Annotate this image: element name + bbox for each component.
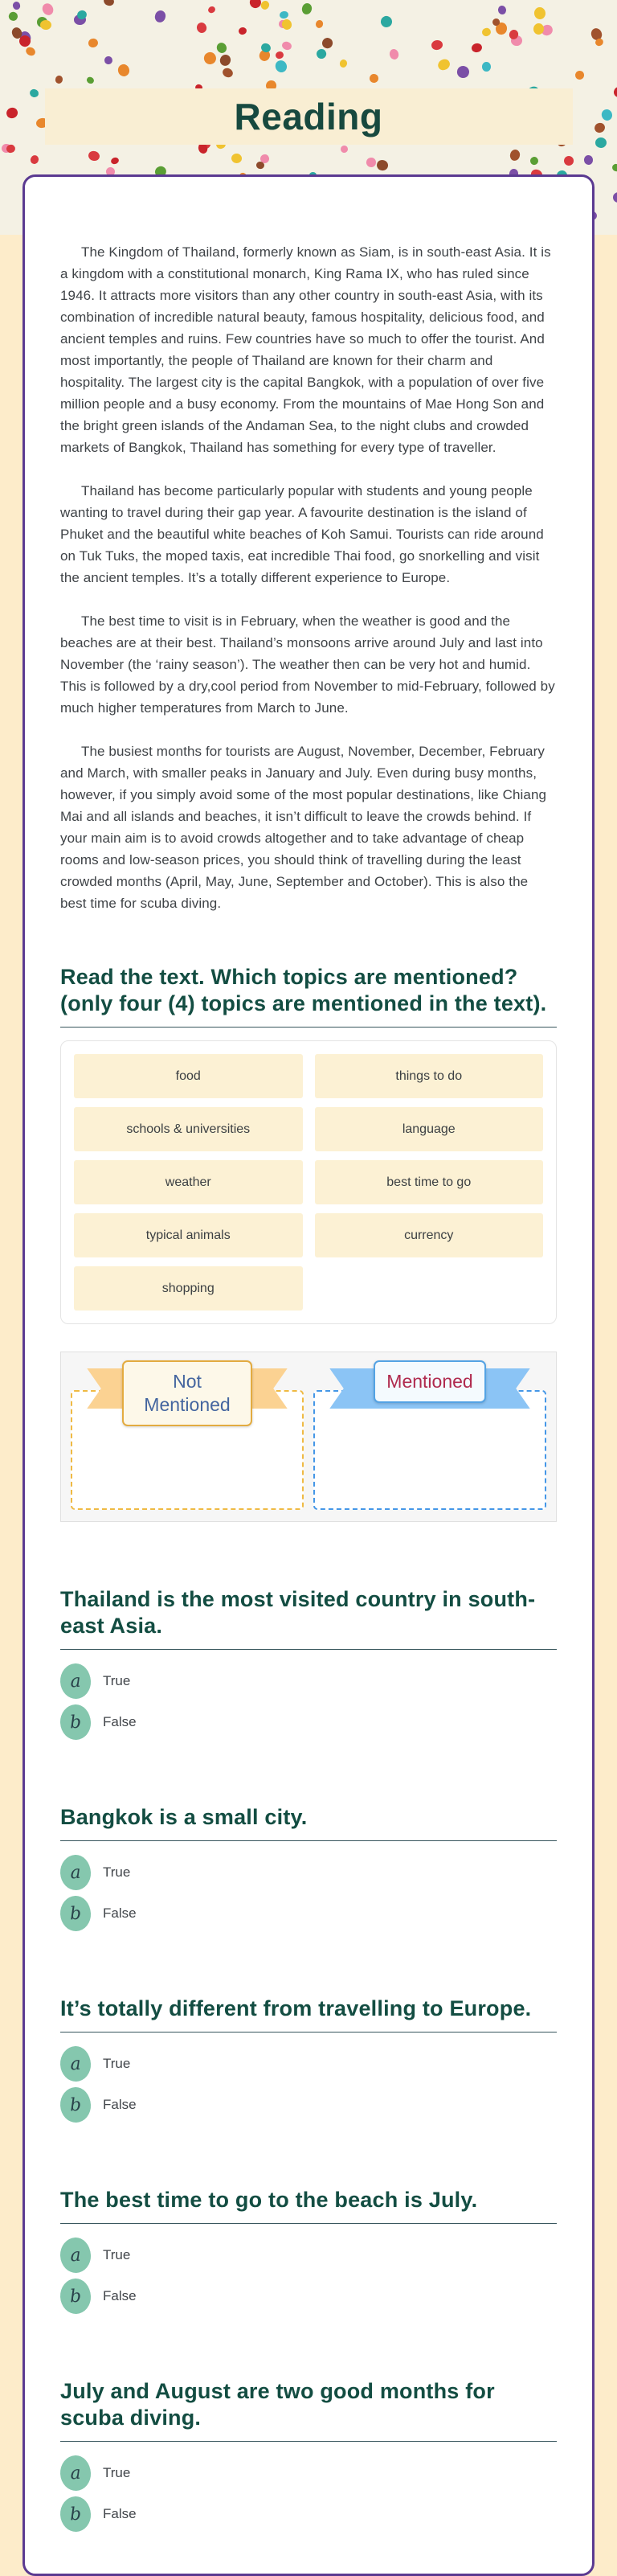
confetti-dot [456,64,470,78]
option-letter-badge[interactable]: b [59,2496,92,2533]
confetti-dot [110,157,120,166]
reading-paragraph: The busiest months for tourists are August, November, December, February and March, with smaller peaks in January and July. Even during busy months, however, if you simply avoid some of the most popular destinations, like Chiang Mai and all islands and beaches, it isn’t difficult to leave the crowds behind. If your main aim is to avoid crowds altogether and to take advantage of cheap rooms and low-season prices, you should think of travelling during the least crowded months (April, May, June, September and October). This is also the best time for scuba diving. [60,744,547,911]
true-false-question [60,2378,557,2532]
confetti-dot [563,155,575,166]
question-heading: Thailand is the most visited country in south-east Asia. [60,1587,536,1638]
confetti-dot [29,154,40,166]
option-true[interactable] [60,2238,557,2273]
option-label: False [103,2506,137,2521]
option-label: True [103,2465,131,2480]
option-true[interactable] [60,2046,557,2082]
option-letter-badge[interactable]: b [59,1704,92,1741]
confetti-dot [88,150,101,162]
reading-paragraph: Thailand has become particularly popular with students and young people wanting to travel during their gap year. A favourite destination is the island of Phuket and the beautiful white beaches of Koh Samui. Tourists can ride around on Tuk Tuks, the moped taxis, eat incredible Thai food, go snorkelling and visit the ancient temples. It’s a totally different experience to Europe. [60,483,544,585]
reading-paragraph: The best time to visit is in February, when the weather is good and the beaches are at their best. Thailand’s monsoons arrive around July and last into November (the ‘rainy season’). The weather then can be very hot and humid. This is followed by a dry,cool period from November to mid-February, followed by much higher temperatures from March to June. [60,613,555,716]
question-heading: The best time to go to the beach is July. [60,2188,478,2212]
confetti-dot [41,2,56,17]
topic-chip[interactable]: best time to go [315,1160,544,1204]
confetti-dot [12,1,21,10]
topic-chip[interactable]: currency [315,1213,544,1257]
confetti-dot [88,38,99,49]
confetti-dot [231,153,243,164]
confetti-dot [379,14,394,30]
heading-divider [60,2223,557,2224]
confetti-dot [376,158,390,171]
page-title: Reading [234,96,383,137]
option-label: True [103,1673,131,1688]
confetti-dot [574,70,585,80]
confetti-dot [85,76,95,85]
confetti-dot [481,27,492,38]
confetti-dot [595,137,607,148]
confetti-dot [431,39,443,51]
confetti-dot [339,59,348,68]
topic-chip[interactable]: things to do [315,1054,544,1098]
true-false-question [60,1586,557,1740]
option-letter-badge[interactable]: a [59,1663,92,1700]
option-label: True [103,2247,131,2262]
confetti-dot [529,155,539,166]
confetti-dot [509,149,521,162]
heading-divider [60,1027,557,1028]
answer-options [60,1855,557,1931]
answer-options [60,2046,557,2123]
answer-options [60,1663,557,1740]
option-true[interactable] [60,2455,557,2491]
option-letter-badge[interactable]: a [59,1854,92,1891]
option-false[interactable] [60,1896,557,1931]
true-false-question [60,1804,557,1931]
option-letter-badge[interactable]: b [59,1895,92,1932]
option-true[interactable] [60,1855,557,1890]
reading-passage [60,241,557,914]
confetti-dot [7,10,19,23]
not-mentioned-ribbon [71,1360,304,1438]
topic-chip[interactable]: typical animals [74,1213,303,1257]
option-letter-badge[interactable]: b [59,2278,92,2315]
confetti-dot [255,161,264,169]
true-false-question [60,1996,557,2123]
confetti-dot [219,53,233,68]
option-false[interactable] [60,2496,557,2532]
confetti-dot [611,163,617,173]
option-false[interactable] [60,2087,557,2123]
not-mentioned-zone [71,1360,304,1510]
confetti-dot [613,191,617,203]
option-label: False [103,2288,137,2303]
topics-question-heading: Read the text. Which topics are mentioned? (only four (4) topics are mentioned in the text). [60,965,547,1015]
not-mentioned-label: Not Mentioned [144,1371,231,1415]
option-label: True [103,2056,131,2071]
worksheet-card [22,174,595,2576]
topic-chip[interactable]: language [315,1107,544,1151]
confetti-dot [24,46,37,58]
confetti-dot [593,121,607,133]
confetti-dot [103,0,116,7]
option-label: False [103,1714,137,1729]
option-true[interactable] [60,1663,557,1699]
confetti-dot [471,43,483,54]
confetti-dot [206,5,216,14]
topic-chip[interactable]: weather [74,1160,303,1204]
page-title-band [45,88,573,145]
option-false[interactable] [60,1704,557,1740]
mentioned-label: Mentioned [386,1371,473,1392]
topic-chip[interactable]: shopping [74,1266,303,1311]
answer-options [60,2455,557,2532]
true-false-questions [60,1586,557,2532]
reading-paragraph: The Kingdom of Thailand, formerly known as Siam, is in south-east Asia. It is a kingdom with a constitutional monarch, King Rama IX, who has ruled since 1946. It attracts more visitors than any other country in south-east Asia, with its combination of incredible natural beauty, famous hospitality, delicious food, and ancient temples and ruins. Few countries have so much to offer the tourist. And most importantly, the people of Thailand are known for their charm and hospitality. The largest city is the capital Bangkok, with a population of over five million people and a busy economy. From the mountains of Mae Hong Son and the bright green islands of the Andaman Sea, to the night clubs and crowded markets of Bangkok, Thailand has something for every type of traveller. [60,244,551,455]
confetti-dot [436,57,452,72]
confetti-dot [533,7,545,21]
option-letter-badge[interactable]: b [59,2086,92,2123]
not-mentioned-label-box [122,1360,252,1426]
option-letter-badge[interactable]: a [59,2045,92,2082]
topic-chip[interactable]: schools & universities [74,1107,303,1151]
confetti-dot [600,108,614,122]
confetti-dot [55,75,63,84]
confetti-dot [40,20,52,31]
heading-divider [60,1649,557,1650]
confetti-dot [497,5,507,15]
topics-question-section [60,964,557,1324]
option-letter-badge[interactable]: a [59,2237,92,2274]
confetti-dot [195,21,207,34]
option-false[interactable] [60,2279,557,2314]
topic-chips-container [60,1040,557,1324]
confetti-dot [389,48,400,60]
confetti-dot [238,27,247,35]
mentioned-ribbon [313,1360,546,1438]
option-label: False [103,2097,137,2112]
confetti-dot [221,67,234,79]
confetti-dot [315,47,328,60]
confetti-dot [104,55,112,64]
confetti-dot [584,155,594,166]
confetti-dot [301,2,314,16]
confetti-dot [273,59,289,75]
sorting-area [60,1352,557,1522]
confetti-dot [202,51,219,67]
option-label: True [103,1864,131,1880]
confetti-dot [612,85,617,99]
question-heading: July and August are two good months for scuba diving. [60,2379,495,2430]
heading-divider [60,2441,557,2442]
answer-options [60,2238,557,2314]
confetti-dot [481,62,490,72]
mentioned-label-box [374,1360,485,1403]
true-false-question [60,2187,557,2314]
confetti-dot [369,74,378,84]
confetti-dot [339,144,349,154]
confetti-dot [314,19,325,30]
option-letter-badge[interactable]: a [59,2455,92,2492]
question-heading: It’s totally different from travelling to Europe. [60,1996,532,2020]
mentioned-zone [313,1360,546,1510]
confetti-dot [153,10,167,24]
confetti-dot [281,40,293,51]
option-label: False [103,1905,137,1921]
confetti-dot [275,51,284,59]
confetti-dot [117,64,131,78]
confetti-dot [29,88,40,99]
confetti-dot [259,0,271,10]
heading-divider [60,1840,557,1841]
confetti-dot [366,157,378,169]
confetti-dot [215,41,229,55]
confetti-dot [5,106,19,120]
question-heading: Bangkok is a small city. [60,1805,308,1829]
topic-chip[interactable]: food [74,1054,303,1098]
